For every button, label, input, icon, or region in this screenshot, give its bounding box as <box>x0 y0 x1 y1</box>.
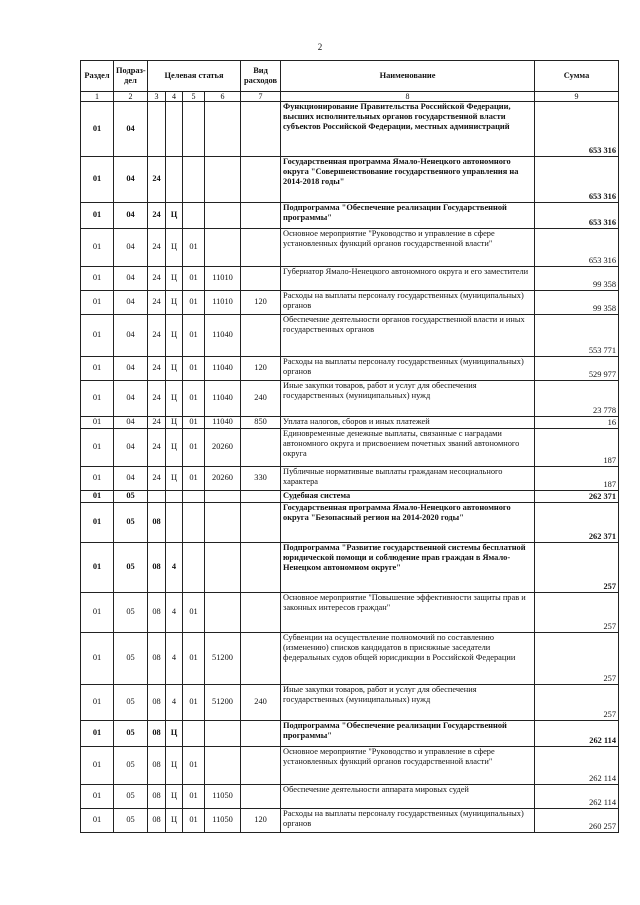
code-cell-c5: 01 <box>183 685 205 721</box>
code-cell-c4: Ц <box>166 381 183 417</box>
code-cell-c2: 04 <box>114 203 148 229</box>
code-cell-c2: 05 <box>114 491 148 503</box>
code-cell-c2: 05 <box>114 809 148 833</box>
code-cell-c1: 01 <box>81 721 114 747</box>
code-cell-c1: 01 <box>81 633 114 685</box>
code-cell-c7 <box>241 721 281 747</box>
item-name-cell: Обеспечение деятельности органов государственной власти и иных государственных органов <box>281 315 535 357</box>
code-cell-c4: 4 <box>166 685 183 721</box>
code-cell-c3: 08 <box>148 593 166 633</box>
code-cell-c6: 51200 <box>205 633 241 685</box>
code-cell-c3: 24 <box>148 203 166 229</box>
code-cell-c6: 20260 <box>205 467 241 491</box>
code-cell-c4: Ц <box>166 315 183 357</box>
sum-cell: 257 <box>535 593 619 633</box>
code-cell-c5 <box>183 157 205 203</box>
sum-cell: 257 <box>535 685 619 721</box>
table-row <box>81 229 619 267</box>
code-cell-c7 <box>241 785 281 809</box>
header-section: Раздел <box>81 61 114 92</box>
code-cell-c5: 01 <box>183 357 205 381</box>
code-cell-c7: 120 <box>241 357 281 381</box>
code-cell-c4: 4 <box>166 633 183 685</box>
code-cell-c7: 240 <box>241 381 281 417</box>
code-cell-c2: 05 <box>114 593 148 633</box>
code-cell-c1: 01 <box>81 491 114 503</box>
code-cell-c2: 05 <box>114 721 148 747</box>
code-cell-c2: 04 <box>114 267 148 291</box>
header-name: Наименование <box>281 61 535 92</box>
sum-cell: 653 316 <box>535 203 619 229</box>
code-cell-c6 <box>205 229 241 267</box>
code-cell-c4: Ц <box>166 291 183 315</box>
code-cell-c6: 51200 <box>205 685 241 721</box>
code-cell-c4: Ц <box>166 267 183 291</box>
column-number: 2 <box>114 92 148 102</box>
sum-cell: 23 778 <box>535 381 619 417</box>
code-cell-c6 <box>205 491 241 503</box>
table-row <box>81 809 619 833</box>
item-name-cell: Подпрограмма "Обеспечение реализации Государственной программы" <box>281 721 535 747</box>
code-cell-c1: 01 <box>81 809 114 833</box>
code-cell-c1: 01 <box>81 203 114 229</box>
code-cell-c5 <box>183 721 205 747</box>
code-cell-c1: 01 <box>81 102 114 157</box>
table-row <box>81 747 619 785</box>
code-cell-c2: 04 <box>114 429 148 467</box>
code-cell-c4: Ц <box>166 467 183 491</box>
item-name-cell: Обеспечение деятельности аппарата мировых судей <box>281 785 535 809</box>
code-cell-c7: 120 <box>241 291 281 315</box>
column-number-row <box>81 92 619 102</box>
code-cell-c3: 24 <box>148 429 166 467</box>
code-cell-c3: 24 <box>148 381 166 417</box>
code-cell-c7 <box>241 157 281 203</box>
sum-cell: 262 371 <box>535 503 619 543</box>
code-cell-c3: 24 <box>148 267 166 291</box>
code-cell-c1: 01 <box>81 229 114 267</box>
code-cell-c7: 850 <box>241 417 281 429</box>
code-cell-c4: Ц <box>166 417 183 429</box>
code-cell-c2: 05 <box>114 685 148 721</box>
code-cell-c3: 24 <box>148 229 166 267</box>
code-cell-c5: 01 <box>183 429 205 467</box>
item-name-cell: Уплата налогов, сборов и иных платежей <box>281 417 535 429</box>
code-cell-c2: 04 <box>114 467 148 491</box>
code-cell-c7 <box>241 315 281 357</box>
code-cell-c4 <box>166 102 183 157</box>
code-cell-c6: 11010 <box>205 291 241 315</box>
code-cell-c5: 01 <box>183 785 205 809</box>
code-cell-c2: 04 <box>114 229 148 267</box>
code-cell-c5: 01 <box>183 633 205 685</box>
code-cell-c3 <box>148 491 166 503</box>
sum-cell: 262 114 <box>535 721 619 747</box>
sum-cell: 653 316 <box>535 102 619 157</box>
code-cell-c5: 01 <box>183 315 205 357</box>
code-cell-c2: 05 <box>114 747 148 785</box>
column-number: 6 <box>205 92 241 102</box>
code-cell-c6: 11010 <box>205 267 241 291</box>
page-number: 2 <box>317 42 323 52</box>
code-cell-c6 <box>205 503 241 543</box>
code-cell-c7 <box>241 267 281 291</box>
code-cell-c1: 01 <box>81 747 114 785</box>
table-row <box>81 157 619 203</box>
code-cell-c3: 08 <box>148 785 166 809</box>
code-cell-c2: 04 <box>114 357 148 381</box>
code-cell-c1: 01 <box>81 381 114 417</box>
code-cell-c3: 24 <box>148 315 166 357</box>
table-row <box>81 417 619 429</box>
code-cell-c1: 01 <box>81 417 114 429</box>
sum-cell: 262 371 <box>535 491 619 503</box>
header-expense-type: Вид расходов <box>241 61 281 92</box>
item-name-cell: Подпрограмма "Развитие государственной системы бесплатной юридической помощи и соблюдение прав граждан в Ямало-Ненецком автономном округе" <box>281 543 535 593</box>
table-row <box>81 203 619 229</box>
code-cell-c7 <box>241 229 281 267</box>
column-number: 1 <box>81 92 114 102</box>
table-row <box>81 315 619 357</box>
code-cell-c5 <box>183 503 205 543</box>
code-cell-c7 <box>241 593 281 633</box>
code-cell-c2: 05 <box>114 633 148 685</box>
code-cell-c6: 11050 <box>205 785 241 809</box>
table-row <box>81 721 619 747</box>
code-cell-c4: 4 <box>166 593 183 633</box>
sum-cell: 257 <box>535 543 619 593</box>
code-cell-c4: Ц <box>166 809 183 833</box>
code-cell-c7: 330 <box>241 467 281 491</box>
table-row <box>81 467 619 491</box>
header-subsection: Подраз- дел <box>114 61 148 92</box>
code-cell-c1: 01 <box>81 291 114 315</box>
item-name-cell: Расходы на выплаты персоналу государственных (муниципальных) органов <box>281 291 535 315</box>
code-cell-c4: Ц <box>166 721 183 747</box>
item-name-cell: Субвенции на осуществление полномочий по составлению (изменению) списков кандидатов в присяжные заседатели федеральных судов общей юрисдикции в Российской Федерации <box>281 633 535 685</box>
code-cell-c3: 08 <box>148 543 166 593</box>
code-cell-c5: 01 <box>183 267 205 291</box>
code-cell-c5 <box>183 543 205 593</box>
sum-cell: 99 358 <box>535 267 619 291</box>
code-cell-c2: 05 <box>114 503 148 543</box>
code-cell-c6 <box>205 747 241 785</box>
code-cell-c1: 01 <box>81 685 114 721</box>
code-cell-c7 <box>241 633 281 685</box>
code-cell-c7 <box>241 102 281 157</box>
table-body <box>81 102 619 833</box>
code-cell-c7 <box>241 203 281 229</box>
code-cell-c3: 08 <box>148 503 166 543</box>
code-cell-c1: 01 <box>81 357 114 381</box>
code-cell-c4: 4 <box>166 543 183 593</box>
code-cell-c6 <box>205 157 241 203</box>
sum-cell: 187 <box>535 429 619 467</box>
code-cell-c2: 04 <box>114 315 148 357</box>
item-name-cell: Подпрограмма "Обеспечение реализации Государственной программы" <box>281 203 535 229</box>
item-name-cell: Функционирование Правительства Российской Федерации, высших исполнительных органов государственной власти субъектов Российской Федерации, местных администраций <box>281 102 535 157</box>
header-target-article: Целевая статья <box>148 61 241 92</box>
header-sum: Сумма <box>535 61 619 92</box>
code-cell-c3: 24 <box>148 467 166 491</box>
budget-table <box>80 60 619 833</box>
sum-cell: 262 114 <box>535 747 619 785</box>
code-cell-c1: 01 <box>81 467 114 491</box>
code-cell-c7 <box>241 543 281 593</box>
code-cell-c1: 01 <box>81 543 114 593</box>
table-row <box>81 543 619 593</box>
sum-cell: 99 358 <box>535 291 619 315</box>
code-cell-c3 <box>148 102 166 157</box>
code-cell-c5: 01 <box>183 381 205 417</box>
item-name-cell: Иные закупки товаров, работ и услуг для обеспечения государственных (муниципальных) нужд <box>281 685 535 721</box>
code-cell-c6 <box>205 593 241 633</box>
sum-cell: 653 316 <box>535 229 619 267</box>
code-cell-c3: 08 <box>148 685 166 721</box>
table-row <box>81 381 619 417</box>
sum-cell: 529 977 <box>535 357 619 381</box>
code-cell-c6: 11040 <box>205 417 241 429</box>
table-row <box>81 102 619 157</box>
code-cell-c5: 01 <box>183 809 205 833</box>
code-cell-c4: Ц <box>166 229 183 267</box>
code-cell-c4 <box>166 503 183 543</box>
code-cell-c2: 04 <box>114 417 148 429</box>
column-number: 8 <box>281 92 535 102</box>
code-cell-c7: 240 <box>241 685 281 721</box>
table-row <box>81 429 619 467</box>
code-cell-c1: 01 <box>81 503 114 543</box>
code-cell-c5 <box>183 203 205 229</box>
code-cell-c4 <box>166 491 183 503</box>
table-row <box>81 357 619 381</box>
item-name-cell: Губернатор Ямало-Ненецкого автономного округа и его заместители <box>281 267 535 291</box>
code-cell-c1: 01 <box>81 593 114 633</box>
code-cell-c3: 24 <box>148 157 166 203</box>
item-name-cell: Основное мероприятие "Руководство и управление в сфере установленных функций органов государственной власти" <box>281 747 535 785</box>
sum-cell: 653 316 <box>535 157 619 203</box>
code-cell-c3: 08 <box>148 747 166 785</box>
sum-cell: 257 <box>535 633 619 685</box>
code-cell-c7 <box>241 491 281 503</box>
table-row <box>81 291 619 315</box>
item-name-cell: Основное мероприятие "Повышение эффективности защиты прав и законных интересов граждан" <box>281 593 535 633</box>
column-number: 5 <box>183 92 205 102</box>
code-cell-c6: 11040 <box>205 315 241 357</box>
table-row <box>81 491 619 503</box>
code-cell-c6 <box>205 203 241 229</box>
table-row <box>81 593 619 633</box>
column-number: 4 <box>166 92 183 102</box>
code-cell-c2: 05 <box>114 543 148 593</box>
code-cell-c3: 24 <box>148 357 166 381</box>
code-cell-c2: 04 <box>114 381 148 417</box>
code-cell-c2: 04 <box>114 102 148 157</box>
code-cell-c3: 08 <box>148 633 166 685</box>
item-name-cell: Публичные нормативные выплаты гражданам несоциального характера <box>281 467 535 491</box>
sum-cell: 187 <box>535 467 619 491</box>
code-cell-c6: 11040 <box>205 381 241 417</box>
code-cell-c3: 08 <box>148 809 166 833</box>
code-cell-c5: 01 <box>183 417 205 429</box>
item-name-cell: Расходы на выплаты персоналу государственных (муниципальных) органов <box>281 357 535 381</box>
code-cell-c5: 01 <box>183 229 205 267</box>
code-cell-c3: 24 <box>148 291 166 315</box>
column-number: 9 <box>535 92 619 102</box>
code-cell-c1: 01 <box>81 429 114 467</box>
table-row <box>81 633 619 685</box>
code-cell-c2: 05 <box>114 785 148 809</box>
code-cell-c2: 04 <box>114 291 148 315</box>
table-row <box>81 267 619 291</box>
item-name-cell: Государственная программа Ямало-Ненецкого автономного округа "Безопасный регион на 2014-2020 годы" <box>281 503 535 543</box>
table-row <box>81 785 619 809</box>
code-cell-c7: 120 <box>241 809 281 833</box>
table-row <box>81 685 619 721</box>
code-cell-c4: Ц <box>166 785 183 809</box>
code-cell-c4: Ц <box>166 357 183 381</box>
code-cell-c7 <box>241 747 281 785</box>
code-cell-c4 <box>166 157 183 203</box>
code-cell-c6 <box>205 543 241 593</box>
code-cell-c3: 08 <box>148 721 166 747</box>
code-cell-c4: Ц <box>166 429 183 467</box>
code-cell-c6 <box>205 102 241 157</box>
item-name-cell: Единовременные денежные выплаты, связанные с наградами автономного округа и присвоением почетных званий автономного округа <box>281 429 535 467</box>
code-cell-c6: 11040 <box>205 357 241 381</box>
code-cell-c5: 01 <box>183 467 205 491</box>
code-cell-c4: Ц <box>166 203 183 229</box>
header-row <box>81 61 619 92</box>
code-cell-c4: Ц <box>166 747 183 785</box>
code-cell-c3: 24 <box>148 417 166 429</box>
sum-cell: 553 771 <box>535 315 619 357</box>
code-cell-c5 <box>183 491 205 503</box>
item-name-cell: Иные закупки товаров, работ и услуг для обеспечения государственных (муниципальных) нужд <box>281 381 535 417</box>
code-cell-c5: 01 <box>183 593 205 633</box>
table-row <box>81 503 619 543</box>
sum-cell: 260 257 <box>535 809 619 833</box>
code-cell-c5: 01 <box>183 747 205 785</box>
code-cell-c5: 01 <box>183 291 205 315</box>
column-number: 3 <box>148 92 166 102</box>
code-cell-c6: 20260 <box>205 429 241 467</box>
code-cell-c1: 01 <box>81 785 114 809</box>
code-cell-c6 <box>205 721 241 747</box>
code-cell-c1: 01 <box>81 315 114 357</box>
item-name-cell: Основное мероприятие "Руководство и управление в сфере установленных функций органов государственной власти" <box>281 229 535 267</box>
item-name-cell: Расходы на выплаты персоналу государственных (муниципальных) органов <box>281 809 535 833</box>
item-name-cell: Судебная система <box>281 491 535 503</box>
code-cell-c2: 04 <box>114 157 148 203</box>
sum-cell: 16 <box>535 417 619 429</box>
code-cell-c1: 01 <box>81 267 114 291</box>
column-number: 7 <box>241 92 281 102</box>
code-cell-c5 <box>183 102 205 157</box>
sum-cell: 262 114 <box>535 785 619 809</box>
item-name-cell: Государственная программа Ямало-Ненецкого автономного округа "Совершенствование государственного управления на 2014-2018 годы" <box>281 157 535 203</box>
code-cell-c6: 11050 <box>205 809 241 833</box>
code-cell-c7 <box>241 429 281 467</box>
code-cell-c1: 01 <box>81 157 114 203</box>
code-cell-c7 <box>241 503 281 543</box>
